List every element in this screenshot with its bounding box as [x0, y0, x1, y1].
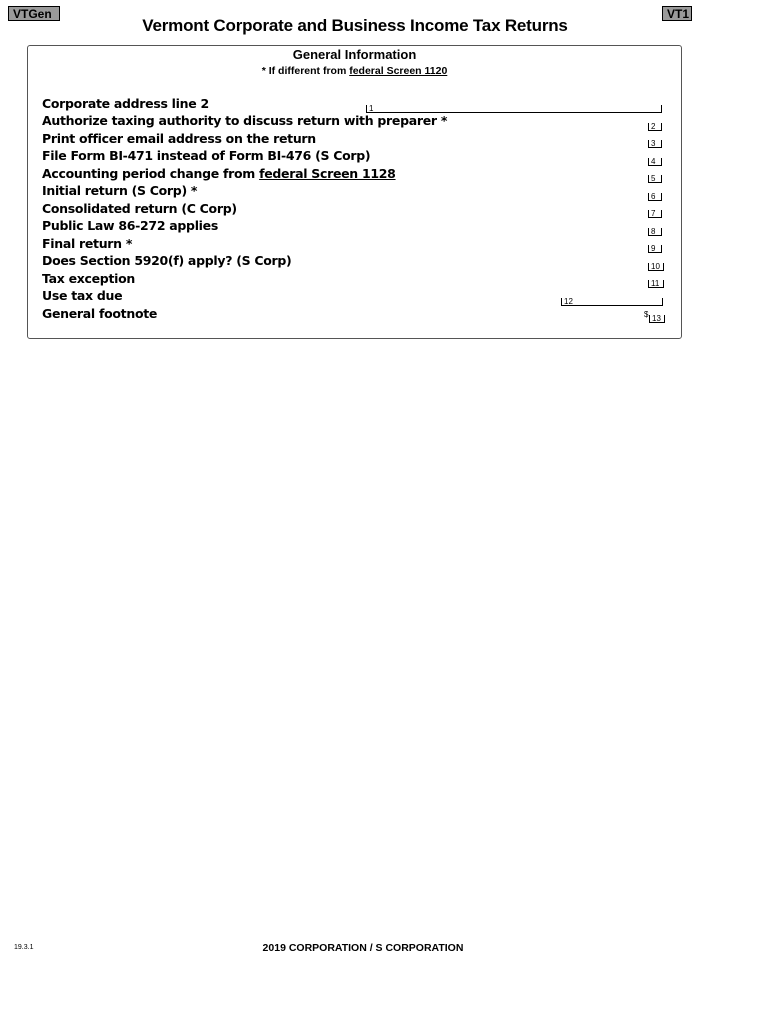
row-authorize-taxing-authority: Authorize taxing authority to discuss return with preparer *	[42, 113, 448, 128]
general-information-panel	[27, 45, 682, 339]
row-consolidated-return: Consolidated return (C Corp)	[42, 201, 237, 216]
row-general-footnote: General footnote	[42, 306, 158, 321]
field-13-general-footnote[interactable]: 13	[649, 315, 665, 323]
field-9-final-return-checkbox[interactable]: 9	[648, 245, 662, 253]
accounting-period-label: Accounting period change from	[42, 166, 260, 181]
row-file-form-bi-471: File Form BI-471 instead of Form BI-476 (S Corp)	[42, 148, 371, 163]
field-7-consolidated-return-checkbox[interactable]: 7	[648, 210, 662, 218]
row-accounting-period-change	[42, 166, 396, 181]
row-initial-return: Initial return (S Corp) *	[42, 183, 198, 198]
field-11-tax-exception[interactable]: 11	[648, 280, 664, 288]
row-section-5920f: Does Section 5920(f) apply? (S Corp)	[42, 253, 292, 268]
row-print-officer-email: Print officer email address on the return	[42, 131, 316, 146]
field-2-authorize-checkbox[interactable]: 2	[648, 123, 662, 131]
field-1-corporate-address-line-2[interactable]: 1	[366, 105, 662, 113]
screen-number-badge: VT1	[662, 6, 692, 21]
field-10-section-5920f[interactable]: 10	[648, 263, 664, 271]
footer-form-title: 2019 CORPORATION / S CORPORATION	[262, 942, 464, 954]
panel-title: General Information	[292, 47, 417, 62]
row-final-return: Final return *	[42, 236, 133, 251]
panel-subtitle	[28, 65, 681, 77]
federal-screen-1128-link[interactable]: federal Screen 1128	[259, 166, 396, 181]
page-title: Vermont Corporate and Business Income Tax Returns	[142, 16, 568, 35]
screen-code-badge: VTGen	[8, 6, 60, 21]
field-3-print-email-checkbox[interactable]: 3	[648, 140, 662, 148]
row-corporate-address-line-2: Corporate address line 2	[42, 96, 209, 111]
field-5-accounting-period-checkbox[interactable]: 5	[648, 175, 662, 183]
row-tax-exception: Tax exception	[42, 271, 135, 286]
field-12-use-tax-due[interactable]: 12	[561, 298, 663, 306]
version-number: 19.3.1	[14, 944, 34, 951]
field-6-initial-return-checkbox[interactable]: 6	[648, 193, 662, 201]
row-use-tax-due: Use tax due	[42, 288, 123, 303]
field-4-bi-471-checkbox[interactable]: 4	[648, 158, 662, 166]
row-public-law-86-272: Public Law 86-272 applies	[42, 218, 218, 233]
dollar-sign-icon: $	[644, 310, 649, 319]
federal-screen-1120-link[interactable]: federal Screen 1120	[349, 65, 448, 77]
field-8-public-law-checkbox[interactable]: 8	[648, 228, 662, 236]
panel-subtitle-text: * If different from	[261, 65, 350, 77]
